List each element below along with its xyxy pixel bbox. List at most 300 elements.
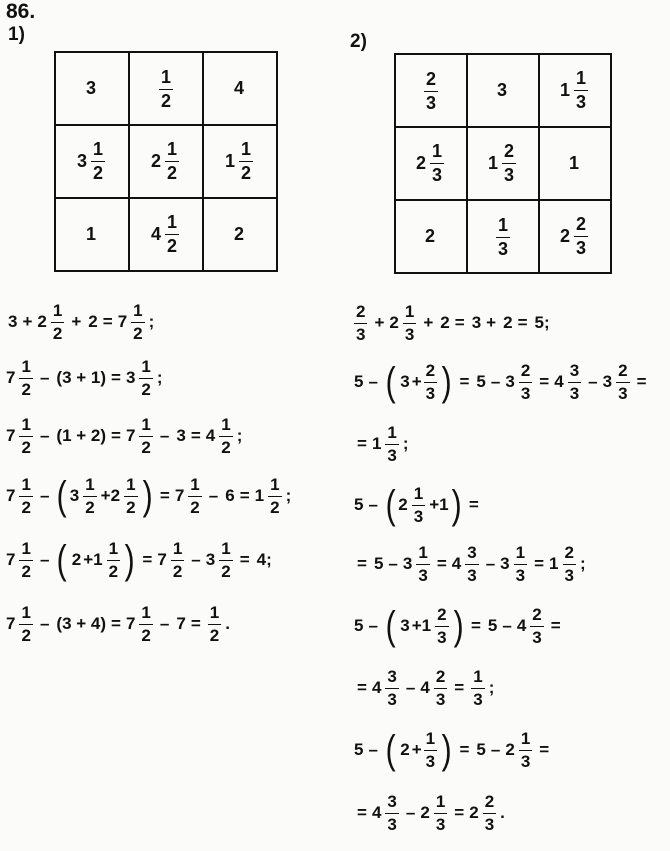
denominator: 3 [564, 565, 574, 585]
whole-part: 7 [6, 367, 16, 387]
operator: = [190, 614, 201, 634]
whole-part: 1 [549, 553, 559, 573]
numerator: 1 [416, 544, 429, 565]
equation-line [352, 606, 566, 647]
numerator: 1 [159, 68, 173, 90]
denominator: 2 [141, 437, 151, 457]
denominator: 2 [108, 561, 119, 581]
term: ; [236, 426, 243, 446]
term: 3 [400, 372, 410, 392]
grid-cell [395, 200, 467, 273]
grid-row [55, 52, 277, 125]
problem-number: 86. [6, 0, 36, 23]
fraction [219, 540, 232, 581]
term: + [100, 486, 111, 506]
denominator: 2 [209, 625, 220, 645]
mixed-number [389, 303, 418, 344]
denominator: 3 [387, 689, 397, 709]
numerator: 1 [188, 476, 201, 497]
fraction [424, 362, 437, 403]
fraction [519, 730, 532, 771]
fraction [563, 544, 576, 585]
whole-part: 1 [224, 151, 235, 171]
whole-part: 2 [424, 226, 435, 246]
grid-cell [395, 54, 467, 127]
term: 2 [71, 550, 82, 570]
denominator: 3 [532, 627, 542, 647]
denominator: 3 [504, 165, 515, 185]
denominator: 3 [413, 506, 424, 526]
parenthesis: ) [451, 483, 462, 528]
term: 5 [476, 372, 486, 392]
parenthesis: ) [453, 604, 464, 649]
whole-part: 1 [568, 153, 579, 173]
numerator: 1 [412, 485, 425, 506]
whole-part: 2 [415, 153, 426, 173]
numerator: 1 [268, 476, 281, 497]
numerator: 1 [434, 793, 447, 814]
denominator: 2 [167, 236, 178, 256]
operator: – [159, 614, 170, 634]
parenthesis: ( [57, 474, 68, 519]
grid-cell [395, 127, 467, 200]
grid-row [55, 125, 277, 198]
fraction [139, 358, 152, 399]
fraction [19, 604, 32, 645]
denominator: 2 [160, 90, 171, 111]
numerator: 1 [208, 604, 221, 625]
whole-part: 2 [389, 312, 399, 332]
fraction [424, 730, 437, 771]
denominator: 2 [85, 497, 95, 517]
mixed-number [225, 140, 255, 183]
denominator: 2 [21, 497, 31, 517]
mixed-number [517, 606, 546, 647]
fraction [19, 476, 32, 517]
numerator: 2 [502, 142, 516, 164]
fraction [19, 540, 32, 581]
numerator: 1 [574, 69, 588, 91]
numerator: 2 [354, 303, 367, 324]
fraction [435, 606, 448, 647]
whole-part: 3 [402, 553, 413, 573]
operator: = [539, 740, 550, 760]
numerator: 1 [19, 540, 32, 561]
grid-row [395, 127, 611, 200]
denominator: 2 [21, 561, 31, 581]
magic-square-2 [394, 53, 612, 274]
mixed-number [157, 540, 186, 581]
operator: = [357, 554, 367, 574]
equation-line [352, 303, 550, 344]
equation-line [352, 424, 409, 465]
whole-part: 7 [125, 425, 136, 445]
operator: = [468, 495, 479, 515]
grid-cell [467, 54, 539, 127]
numerator: 2 [530, 606, 543, 627]
mixed-number [422, 70, 440, 113]
mixed-number [560, 69, 590, 112]
whole-part: 1 [421, 615, 432, 635]
fraction [239, 140, 253, 183]
numerator: 1 [385, 424, 398, 445]
mixed-number [500, 544, 529, 585]
mixed-number [234, 78, 246, 99]
numerator: 3 [568, 362, 581, 383]
denominator: 3 [425, 751, 436, 771]
fraction [530, 606, 543, 647]
operator: – [368, 495, 378, 515]
mixed-number [398, 485, 427, 526]
mixed-number [372, 424, 401, 465]
numerator: 1 [131, 302, 144, 323]
numerator: 1 [219, 540, 232, 561]
denominator: 3 [618, 383, 628, 403]
grid-cell [129, 198, 203, 271]
mixed-number [70, 476, 99, 517]
mixed-number [6, 540, 35, 581]
term: (3 + 4) [56, 614, 107, 634]
term: + [83, 550, 94, 570]
equation-line [352, 668, 494, 709]
term: + [411, 740, 422, 760]
whole-part: 4 [554, 371, 564, 391]
mixed-number [37, 302, 66, 343]
denominator: 3 [520, 383, 531, 403]
operator: = [454, 803, 465, 823]
denominator: 3 [356, 324, 366, 344]
operator: = [190, 426, 201, 446]
term: 2 [400, 740, 410, 760]
fraction [165, 140, 179, 183]
term: ; [579, 554, 586, 574]
numerator: 1 [83, 476, 96, 497]
equation-line [352, 485, 484, 526]
numerator: 1 [496, 216, 510, 238]
denominator: 3 [437, 627, 447, 647]
mixed-number [603, 362, 632, 403]
numerator: 3 [385, 793, 398, 814]
whole-part: 3 [505, 371, 515, 391]
numerator: 3 [385, 668, 398, 689]
fraction [124, 476, 137, 517]
mixed-number [111, 476, 140, 517]
whole-part: 3 [125, 367, 136, 387]
grid-cell [467, 127, 539, 200]
operator: = [534, 554, 545, 574]
fraction [165, 213, 179, 256]
operator: – [405, 803, 416, 823]
whole-part: 3 [496, 80, 507, 100]
fraction [19, 416, 32, 457]
term: 5 [373, 554, 384, 574]
fraction [465, 544, 478, 585]
mixed-number [422, 730, 439, 771]
term: 5 [354, 740, 364, 760]
denominator: 2 [141, 379, 151, 399]
term: . [225, 614, 230, 634]
parenthesis: ) [441, 360, 452, 405]
mixed-number [206, 604, 223, 645]
whole-part: 4 [420, 677, 430, 697]
denominator: 3 [387, 445, 397, 465]
operator: – [490, 372, 501, 392]
mixed-number [126, 604, 155, 645]
grid-cell [55, 125, 129, 198]
numerator: 2 [563, 544, 576, 565]
mixed-number [206, 416, 235, 457]
whole-part: 1 [93, 549, 103, 569]
operator: = [239, 550, 250, 570]
fraction [574, 215, 588, 258]
operator: – [159, 426, 170, 446]
numerator: 3 [465, 544, 478, 565]
mixed-number [6, 604, 35, 645]
whole-part: 2 [505, 739, 515, 759]
fraction [107, 540, 120, 581]
numerator: 1 [219, 416, 232, 437]
whole-part: 3 [85, 78, 96, 98]
whole-part: 1 [371, 433, 382, 453]
mixed-number [488, 142, 518, 185]
denominator: 2 [52, 323, 63, 343]
operator: – [39, 368, 50, 388]
numerator: 2 [435, 606, 448, 627]
term: ; [285, 486, 292, 506]
whole-part: 2 [398, 494, 408, 514]
operator: – [39, 486, 50, 506]
operator: – [405, 678, 416, 698]
term: 3 [400, 616, 410, 636]
whole-part: 7 [6, 425, 16, 445]
denominator: 2 [167, 163, 178, 183]
mixed-number [126, 358, 155, 399]
denominator: 3 [467, 565, 477, 585]
mixed-number [494, 216, 512, 259]
denominator: 2 [93, 163, 104, 183]
grid-cell [539, 54, 611, 127]
grid-row [395, 200, 611, 273]
denominator: 2 [126, 497, 136, 517]
operator: = [539, 372, 550, 392]
whole-part: 1 [559, 80, 570, 100]
operator: = [517, 313, 528, 333]
denominator: 2 [21, 379, 31, 399]
grid-cell [203, 198, 277, 271]
denominator: 2 [133, 323, 143, 343]
term: . [500, 803, 505, 823]
operator: – [39, 550, 50, 570]
term: ; [402, 434, 409, 454]
numerator: 1 [124, 476, 137, 497]
whole-part: 4 [371, 802, 382, 822]
mixed-number [452, 544, 481, 585]
term: 7 [176, 614, 186, 634]
whole-part: 2 [559, 226, 570, 246]
operator: – [490, 740, 501, 760]
operator: – [368, 740, 378, 760]
whole-part: 7 [125, 613, 136, 633]
whole-part: 2 [150, 151, 161, 171]
mixed-number [175, 476, 204, 517]
operator: – [485, 554, 496, 574]
numerator: 1 [19, 358, 32, 379]
mixed-number [469, 668, 486, 709]
grid-cell [129, 125, 203, 198]
denominator: 3 [520, 751, 531, 771]
mixed-number [93, 540, 122, 581]
mixed-number [126, 416, 155, 457]
whole-part: 2 [110, 485, 121, 505]
operator: = [102, 312, 113, 332]
fraction [131, 302, 144, 343]
fraction [385, 424, 398, 465]
parenthesis: ( [57, 538, 68, 583]
mixed-number [206, 540, 235, 581]
operator: = [459, 740, 470, 760]
denominator: 2 [141, 625, 151, 645]
whole-part: 7 [174, 485, 185, 505]
operator: = [111, 614, 121, 634]
numerator: 1 [165, 213, 179, 235]
operator: – [502, 616, 512, 636]
whole-part: 4 [233, 78, 244, 98]
whole-part: 3 [69, 485, 80, 505]
grid-cell [539, 127, 611, 200]
denominator: 2 [190, 497, 200, 517]
denominator: 3 [515, 565, 526, 585]
denominator: 2 [21, 437, 31, 457]
term: 5 [354, 616, 364, 636]
numerator: 1 [239, 140, 253, 162]
mixed-number [86, 78, 98, 99]
whole-part: 1 [254, 485, 265, 505]
operator: – [39, 614, 50, 634]
denominator: 3 [418, 565, 428, 585]
operator: = [357, 803, 367, 823]
fraction [519, 362, 532, 403]
numerator: 1 [514, 544, 527, 565]
mixed-number [469, 793, 498, 834]
denominator: 3 [432, 165, 443, 185]
operator: = [550, 616, 561, 636]
grid-cell [467, 200, 539, 273]
denominator: 2 [221, 437, 231, 457]
numerator: 1 [51, 302, 64, 323]
term: 5 [476, 740, 486, 760]
fraction [159, 68, 173, 111]
whole-part: 1 [85, 224, 96, 244]
operator: = [111, 426, 121, 446]
operator: + [374, 313, 385, 333]
operator: + [423, 313, 434, 333]
fraction [574, 69, 588, 112]
denominator: 3 [576, 92, 587, 112]
mixed-number [422, 606, 451, 647]
whole-part: 4 [371, 677, 382, 697]
grid-cell [203, 52, 277, 125]
denominator: 3 [569, 383, 580, 403]
term: ; [488, 678, 495, 698]
numerator: 1 [471, 668, 484, 689]
term: 6 [225, 486, 235, 506]
operator: – [208, 486, 219, 506]
operator: = [357, 678, 367, 698]
term: 3 [471, 313, 482, 333]
whole-part: 2 [37, 311, 47, 331]
equation-line [352, 544, 586, 585]
grid-cell [55, 52, 129, 125]
equation-line [6, 302, 154, 343]
whole-part: 7 [157, 549, 167, 569]
parenthesis: ) [124, 538, 135, 583]
operator: = [239, 486, 250, 506]
term: 5 [354, 495, 364, 515]
denominator: 3 [497, 238, 508, 259]
numerator: 1 [403, 303, 416, 324]
whole-part: 7 [6, 485, 16, 505]
denominator: 2 [172, 561, 183, 581]
mixed-number [554, 362, 583, 403]
equation-line [6, 416, 242, 457]
term: 2 [88, 312, 98, 332]
whole-part: 7 [6, 613, 16, 633]
denominator: 3 [576, 238, 587, 258]
equation-line [352, 793, 505, 834]
fraction [51, 302, 64, 343]
numerator: 2 [519, 362, 532, 383]
fraction [424, 70, 438, 113]
grid-row [395, 54, 611, 127]
term: 2 [503, 313, 513, 333]
whole-part: 3 [500, 553, 510, 573]
grid-row [55, 198, 277, 271]
fraction [514, 544, 527, 585]
fraction [416, 544, 429, 585]
fraction [434, 793, 447, 834]
grid-cell [129, 52, 203, 125]
denominator: 3 [425, 383, 436, 403]
denominator: 2 [241, 163, 252, 183]
parenthesis: ( [385, 360, 396, 405]
operator: – [191, 550, 201, 570]
operator: = [436, 554, 447, 574]
mixed-number [6, 358, 35, 399]
whole-part: 3 [602, 371, 613, 391]
part-2-label: 2) [350, 31, 367, 52]
mixed-number [403, 544, 432, 585]
mixed-number [255, 476, 284, 517]
fraction [139, 604, 152, 645]
mixed-number [6, 476, 35, 517]
term: + [411, 616, 422, 636]
whole-part: 1 [487, 153, 498, 173]
parenthesis: ) [441, 728, 452, 773]
term: 5 [487, 616, 498, 636]
operator: = [357, 434, 367, 454]
whole-part: 7 [6, 549, 16, 569]
mixed-number [416, 142, 446, 185]
numerator: 1 [19, 604, 32, 625]
term: 3 [8, 312, 18, 332]
grid-cell [203, 125, 277, 198]
mixed-number [497, 80, 509, 101]
fraction [83, 476, 96, 517]
fraction [430, 142, 444, 185]
term: 4; [256, 550, 272, 570]
magic-square-1 [54, 51, 278, 272]
mixed-number [420, 793, 449, 834]
